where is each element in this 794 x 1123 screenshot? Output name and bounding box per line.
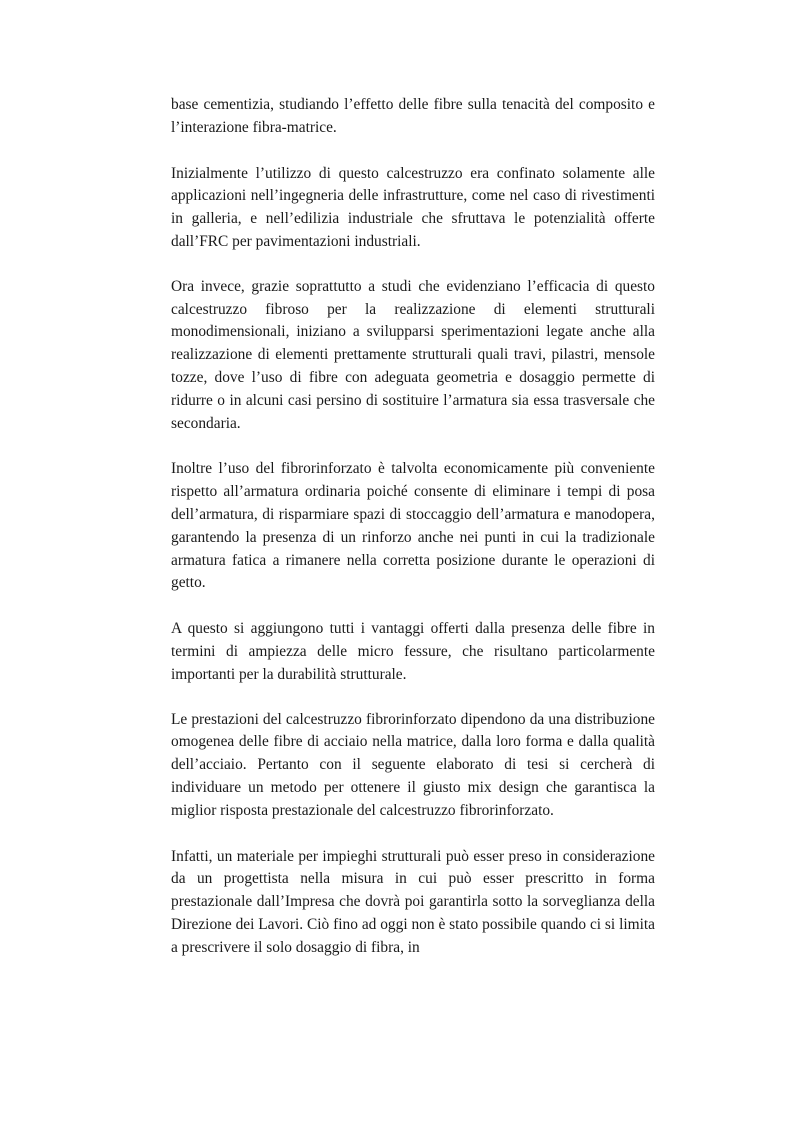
paragraph-3: Ora invece, grazie soprattutto a studi che evidenziano l’efficacia di questo calcestruzzo fibroso per la realizzazione di elementi strutturali monodimensionali, iniziano a svilupparsi sperimentazioni legate anche alla realizzazione di elementi prettamente strutturali quali travi, pilastri, mensole tozze, dove l’uso di fibre con adeguata geometria e dosaggio permette di ridurre o in alcuni casi persino di sostituire l’armatura sia essa trasversale che secondaria. <box>171 277 655 432</box>
paragraph-5: A questo si aggiungono tutti i vantaggi offerti dalla presenza delle fibre in termini di ampiezza delle micro fessure, che risultano particolarmente importanti per la durabilità strutturale. <box>171 620 655 683</box>
paragraph-2: Inizialmente l’utilizzo di questo calcestruzzo era confinato solamente alle applicazioni nell’ingegneria delle infrastrutture, come nel caso di rivestimenti in galleria, e nell’edilizia industriale che sfruttava le potenzialità offerte dall’FRC per pavimentazioni industriali. <box>171 164 655 250</box>
paragraph-1: base cementizia, studiando l’effetto delle fibre sulla tenacità del composito e l’interazione fibra-matrice. <box>171 96 655 136</box>
paragraph-4: Inoltre l’uso del fibrorinforzato è talvolta economicamente più conveniente rispetto all’armatura ordinaria poiché consente di eliminare i tempi di posa dell’armatura, di risparmiare spazi di stoccaggio dell’armatura e manodopera, garantendo la presenza di un rinforzo anche nei punti in cui la tradizionale armatura fatica a rimanere nella corretta posizione durante le operazioni di getto. <box>171 460 655 592</box>
paragraph-7: Infatti, un materiale per impieghi strutturali può esser preso in considerazione da un progettista nella misura in cui può esser prescritto in forma prestazionale dall’Impresa che dovrà poi garantirla sotto la sorveglianza della Direzione dei Lavori. Ciò fino ad oggi non è stato possibile quando ci si limita a prescrivere il solo dosaggio di fibra, in <box>171 847 655 956</box>
document-body <box>171 94 655 960</box>
paragraph-6: Le prestazioni del calcestruzzo fibrorinforzato dipendono da una distribuzione omogenea delle fibre di acciaio nella matrice, dalla loro forma e dalla qualità dell’acciaio. Pertanto con il seguente elaborato di tesi si cercherà di individuare un metodo per ottenere il giusto mix design che garantisca la miglior risposta prestazionale del calcestruzzo fibrorinforzato. <box>171 710 655 819</box>
